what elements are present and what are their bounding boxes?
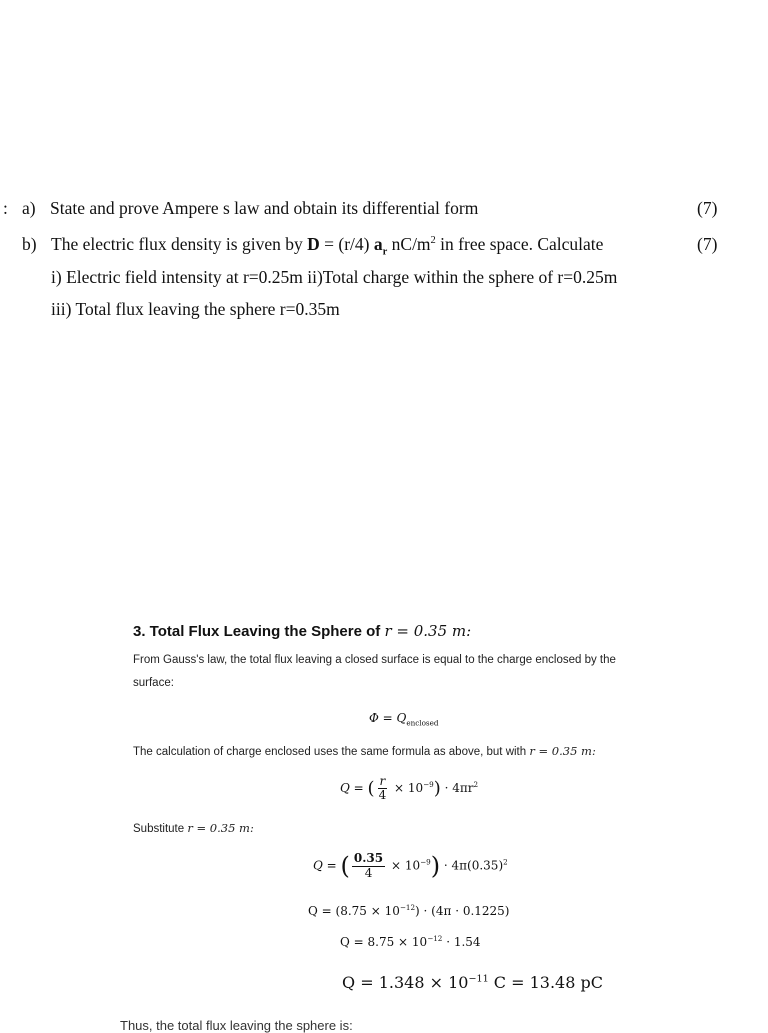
question-b-marks: (7) [697, 234, 718, 254]
charge-step-product-b: ) · (4π · 0.1225) [415, 904, 510, 918]
charge-step-numeric-a: Q = 8.75 × 10 [340, 935, 428, 949]
gauss-equation-sub: enclosed [406, 718, 439, 728]
charge-formula-num: r [379, 774, 386, 788]
question-a-marker: : [3, 198, 8, 218]
charge-substituted-rparen: ) [430, 852, 441, 880]
unit-vector: a [373, 234, 383, 254]
charge-substituted-lparen: ( [340, 852, 350, 880]
flux-density-unit-sup: 2 [430, 235, 436, 247]
cutoff-line: Thus, the total flux leaving the sphere is: [120, 1018, 353, 1033]
charge-paragraph-prefix: The calculation of charge enclosed uses the same formula as above, but with [133, 746, 530, 758]
charge-step-product [308, 903, 510, 918]
charge-formula-right: · 4πr [440, 781, 474, 796]
flux-density-unit: nC/m [387, 234, 431, 254]
charge-result-a: Q = 1.348 × 10 [342, 973, 469, 992]
charge-substituted [313, 852, 508, 880]
question-b-rest: in free space. Calculate [435, 234, 604, 254]
solution-heading [133, 622, 471, 641]
charge-substituted-den: 4 [364, 865, 373, 880]
charge-paragraph [133, 744, 596, 758]
gauss-equation-main: Φ = Q [369, 711, 407, 725]
cutoff-line-wrapper [120, 1018, 620, 1033]
charge-result-exp: −11 [468, 973, 489, 985]
substitute-prefix: Substitute [133, 823, 188, 835]
gauss-paragraph-line2: surface: [133, 677, 174, 689]
question-b-label: b) [22, 234, 37, 254]
flux-density-eq: = (r/4) [319, 234, 374, 254]
unit-vector-sub: r [382, 246, 388, 258]
question-a-marks: (7) [697, 198, 718, 218]
substitute-math: r = 0.35 m: [187, 821, 254, 835]
question-a-line [0, 198, 768, 219]
charge-formula [340, 775, 478, 802]
charge-formula-den: 4 [378, 788, 387, 803]
charge-formula-left: Q = [340, 781, 368, 796]
charge-step-numeric-b: · 1.54 [442, 935, 481, 949]
charge-substituted-right: · 4π(0.35) [440, 858, 504, 873]
charge-substituted-left: Q = [313, 858, 341, 873]
question-b-line3: iii) Total flux leaving the sphere r=0.35m [51, 299, 340, 319]
charge-formula-rparen: ) [433, 778, 441, 800]
charge-substituted-mid: × 10 [387, 858, 421, 873]
charge-formula-mid: × 10 [390, 781, 424, 796]
question-b-line1 [51, 234, 603, 258]
charge-substituted-frac [352, 852, 385, 879]
charge-result [342, 973, 603, 992]
charge-step-product-a: Q = (8.75 × 10 [308, 904, 400, 918]
charge-step-numeric-exp: −12 [427, 934, 443, 943]
charge-step-product-exp: −12 [399, 903, 416, 912]
charge-formula-right-sup: 2 [473, 780, 479, 790]
question-b-intro: The electric flux density is given by [51, 234, 303, 254]
charge-substituted-num: 0.35 [353, 851, 384, 866]
flux-density-symbol: D [307, 234, 320, 254]
question-b-line2: i) Electric field intensity at r=0.25m ii)Total charge within the sphere of r=0.25m [51, 267, 618, 287]
charge-substituted-right-sup: 2 [503, 857, 508, 867]
question-a-text: State and prove Ampere s law and obtain its differential form [50, 198, 479, 218]
charge-paragraph-math: r = 0.35 m: [529, 744, 596, 758]
gauss-equation [369, 711, 438, 727]
charge-substituted-exp: −9 [420, 857, 431, 867]
charge-formula-frac [377, 775, 389, 802]
solution-heading-math: r = 0.35 m: [384, 622, 472, 640]
charge-formula-lparen: ( [367, 778, 375, 800]
charge-formula-exp: −9 [423, 780, 434, 790]
gauss-paragraph-line1: From Gauss's law, the total flux leaving a closed surface is equal to the charge enclosed by the [133, 654, 616, 666]
solution-heading-prefix: 3. Total Flux Leaving the Sphere of [133, 623, 385, 640]
charge-result-b: C = 13.48 pC [488, 973, 603, 992]
question-a-label: a) [22, 198, 36, 218]
substitute-line [133, 821, 254, 835]
charge-step-numeric [340, 934, 481, 949]
